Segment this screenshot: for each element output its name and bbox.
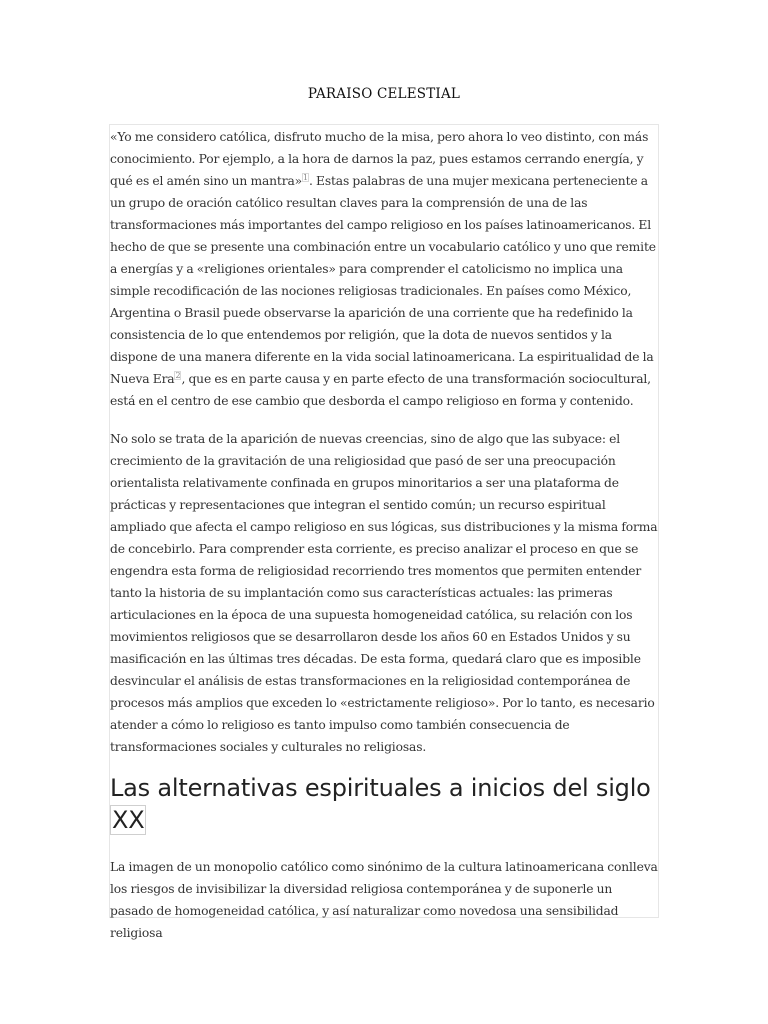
section-heading-highlight: XX xyxy=(112,806,145,834)
article-body xyxy=(109,124,659,940)
paragraph-1-text-b: . Estas palabras de una mujer mexicana perteneciente a un grupo de oración católico resultan claves para la comprensión de una de las transformaciones más importantes del campo religioso en los países latinoamericanos. El hecho de que se presente una combinación entre un vocabulario católico y uno que remite a energías y a «religiones orientales» para comprender el catolicismo no implica una simple recodificación de las nociones religiosas tradicionales. En países como México, Argentina o Brasil puede observarse la aparición de una corriente que ha redefinido la consistencia de lo que entendemos por religión, que la dota de nuevos sentidos y la dispone de una manera diferente en la vida social latinoamericana. La espiritualidad de la Nueva Era xyxy=(110,174,656,386)
paragraph-1 xyxy=(110,125,658,412)
paragraph-3: La imagen de un monopolio católico como sinónimo de la cultura latinoamericana conlleva los riesgos de invisibilizar la diversidad religiosa contemporánea y de suponerle un pasado de homogeneidad católica, y así naturalizar como novedosa una sensibilidad religiosa xyxy=(110,860,658,940)
paragraph-1-text-c: , que es en parte causa y en parte efecto de una transformación sociocultural, está en el centro de ese cambio que desborda el campo religioso en forma y contenido. xyxy=(110,372,651,408)
paragraph-1-text-a: «Yo me considero católica, disfruto mucho de la misa, pero ahora lo veo distinto, con más conocimiento. Por ejemplo, a la hora de darnos la paz, pues estamos cerrando energía, y qué es el amén sino un mantra» xyxy=(110,130,649,188)
section-heading xyxy=(110,772,658,836)
paragraph-2: No solo se trata de la aparición de nuevas creencias, sino de algo que las subyace: el crecimiento de la gravitación de una religiosidad que pasó de ser una preocupación orientalista relativamente confinada en grupos minoritarios a ser una plataforma de prácticas y representaciones que integran el sentido común; un recurso espiritual ampliado que afecta el campo religioso en sus lógicas, sus distribuciones y la misma forma de concebirlo. Para comprender esta corriente, es preciso analizar el proceso en que se engendra esta forma de religiosidad recorriendo tres momentos que permiten entender tanto la historia de su implantación como sus características actuales: las primeras articulaciones en la época de una supuesta homogeneidad católica, su relación con los movimientos religiosos que se desarrollaron desde los años 60 en Estados Unidos y su masificación en las últimas tres décadas. De esta forma, quedará claro que es imposible desvincular el análisis de estas transformaciones en la religiosidad contemporánea de procesos más amplios que exceden lo «estrictamente religioso». Por lo tanto, es necesario atender a cómo lo religioso es tanto impulso como también consecuencia de transformaciones sociales y culturales no religiosas. xyxy=(110,432,658,754)
footnote-ref-1[interactable]: 1 xyxy=(303,172,308,182)
footnote-ref-2[interactable]: 2 xyxy=(175,370,181,380)
page-title: PARAISO CELESTIAL xyxy=(307,86,461,102)
section-heading-text: Las alternativas espirituales a inicios del siglo xyxy=(110,774,651,802)
